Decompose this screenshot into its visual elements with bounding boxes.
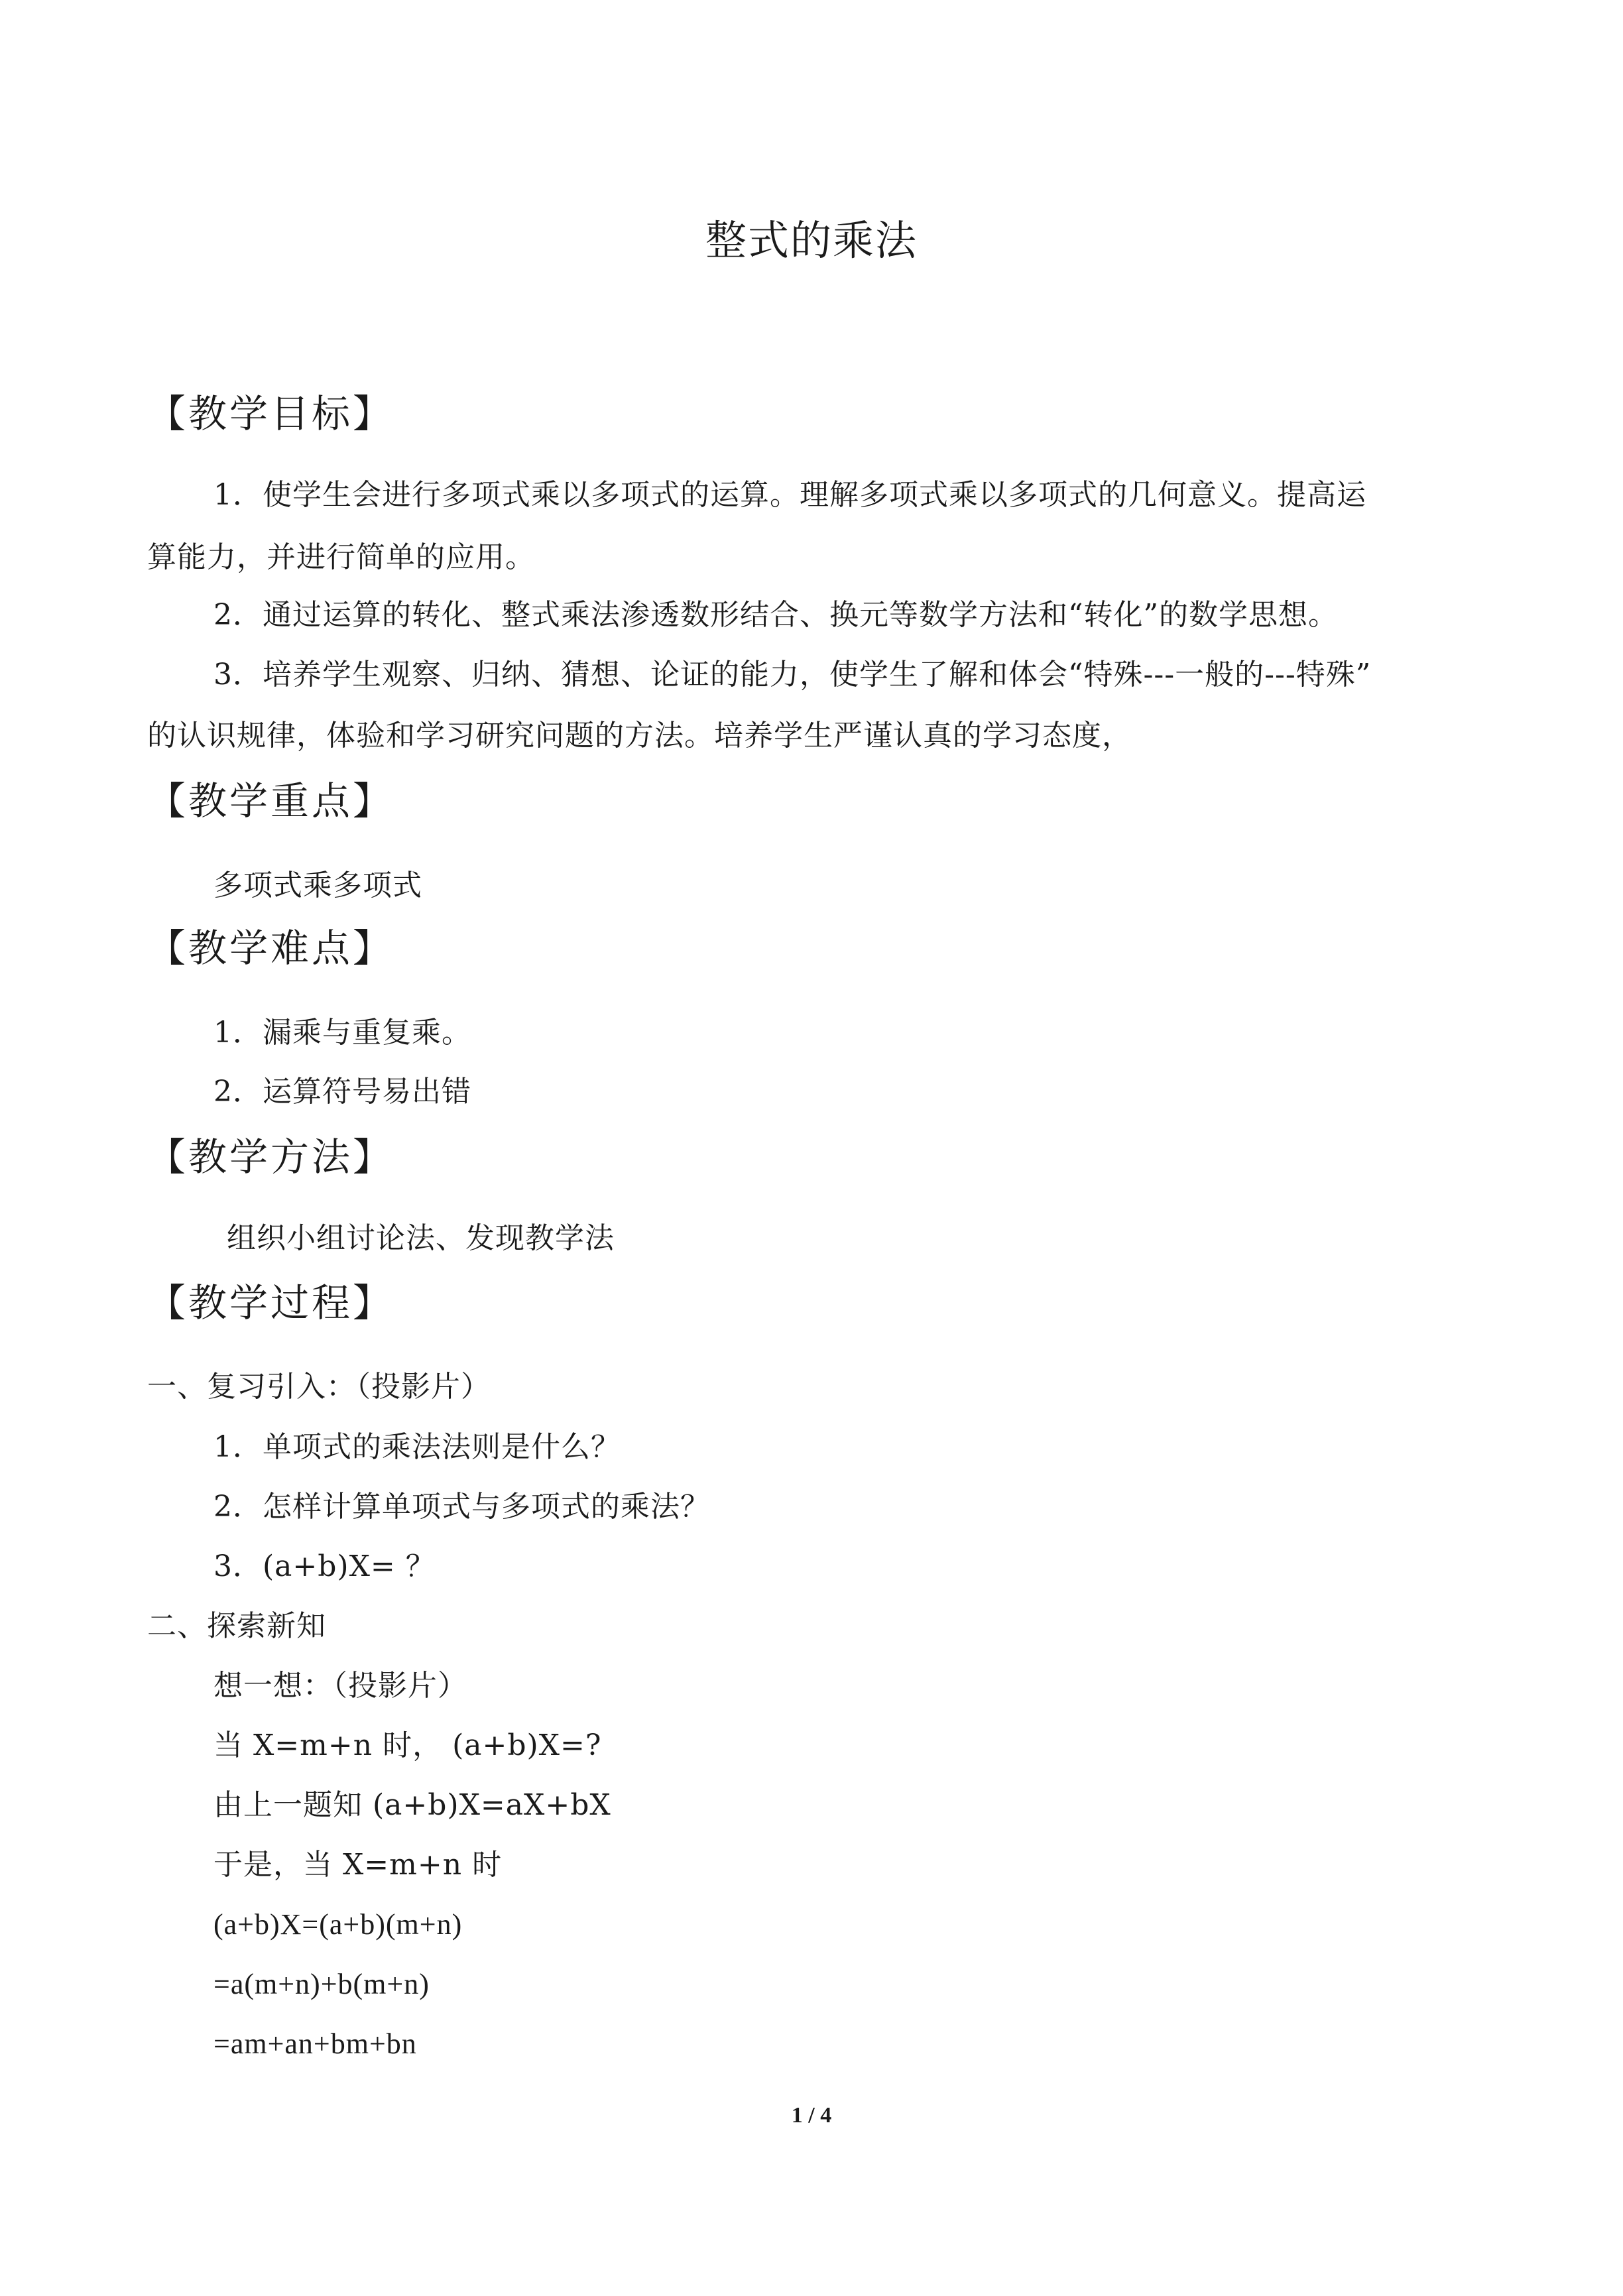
difficulty-item-2: 2．运算符号易出错 (213, 1075, 471, 1109)
explore-line-6: =a(m+n)+b(m+n) (213, 1968, 430, 2000)
objective-line-2: 算能力，并进行简单的应用。 (147, 540, 535, 574)
explore-line-2: 当 X=m+n 时， (a+b)X=? (213, 1728, 602, 1762)
explore-line-4: 于是，当 X=m+n 时 (213, 1848, 503, 1882)
review-item-1: 1．单项式的乘法法则是什么？ (213, 1430, 621, 1464)
explore-line-3: 由上一题知 (a+b)X=aX+bX (213, 1788, 611, 1822)
explore-line-7: =am+an+bm+bn (213, 2027, 417, 2060)
key-points-text: 多项式乘多项式 (213, 869, 422, 902)
review-item-3: 3．(a+b)X= ？ (213, 1549, 436, 1583)
explore-title: 二、探索新知 (147, 1609, 326, 1643)
difficulties-heading: 【教学难点】 (147, 926, 394, 971)
document-title: 整式的乘法 (705, 216, 918, 265)
objective-line-4: 3．培养学生观察、归纳、猜想、论证的能力，使学生了解和体会“特殊---一般的---特殊” (213, 658, 1372, 692)
key-points-heading: 【教学重点】 (147, 778, 394, 823)
methods-text: 组织小组讨论法、发现教学法 (227, 1221, 615, 1255)
explore-line-1: 想一想：（投影片） (213, 1669, 467, 1703)
review-title: 一、复习引入：（投影片） (147, 1370, 491, 1404)
methods-heading: 【教学方法】 (147, 1134, 394, 1179)
review-item-2: 2．怎样计算单项式与多项式的乘法？ (213, 1490, 710, 1524)
objective-line-3: 2．通过运算的转化、整式乘法渗透数形结合、换元等数学方法和“转化”的数学思想。 (213, 598, 1338, 632)
objectives-heading: 【教学目标】 (147, 391, 394, 436)
objective-line-1: 1．使学生会进行多项式乘以多项式的运算。理解多项式乘以多项式的几何意义。提高运 (213, 478, 1366, 512)
process-heading: 【教学过程】 (147, 1280, 394, 1325)
difficulty-item-1: 1．漏乘与重复乘。 (213, 1016, 471, 1050)
objective-line-5: 的认识规律，体验和学习研究问题的方法。培养学生严谨认真的学习态度， (147, 719, 1132, 753)
page-number: 1 / 4 (791, 2103, 832, 2128)
explore-line-5: (a+b)X=(a+b)(m+n) (213, 1908, 463, 1941)
